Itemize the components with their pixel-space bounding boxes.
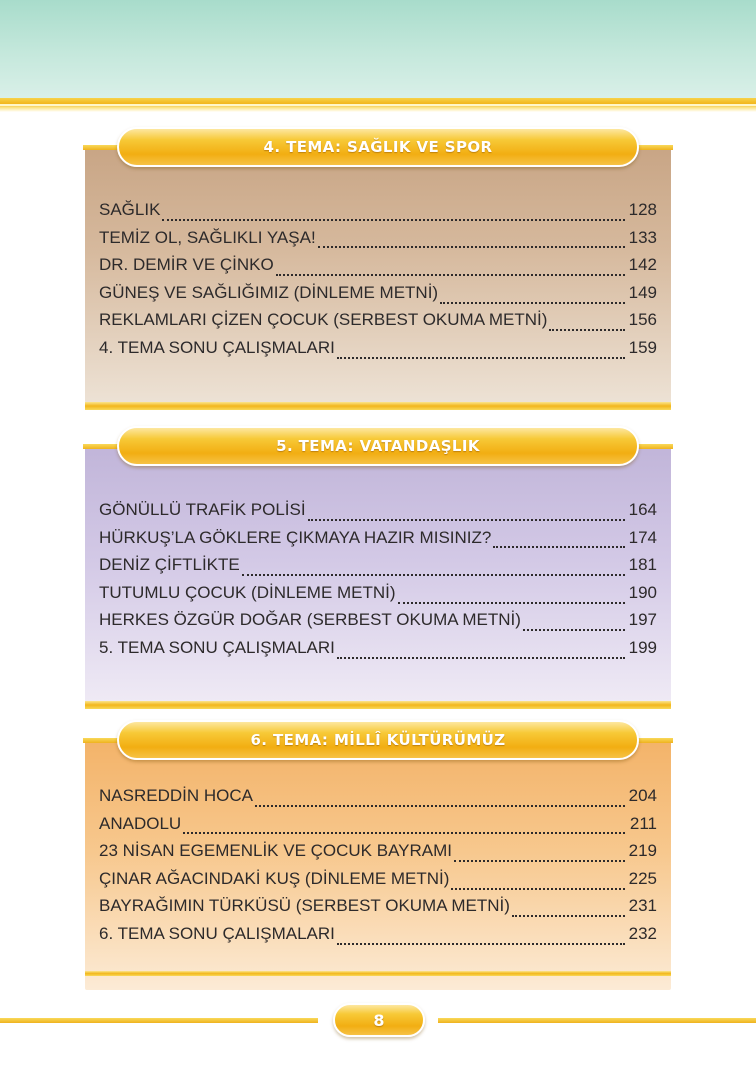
toc-list [99, 500, 657, 666]
toc-entry-title: 4. TEMA SONU ÇALIŞMALARI [99, 337, 335, 357]
section-divider [85, 402, 671, 410]
dot-leader [493, 544, 625, 548]
dot-leader [398, 600, 625, 604]
page-number: 8 [373, 1010, 385, 1030]
toc-entry-title: ÇINAR AĞACINDAKİ KUŞ (DİNLEME METNİ) [99, 868, 450, 888]
toc-entry-title: 23 NİSAN EGEMENLİK VE ÇOCUK BAYRAMI [99, 841, 452, 861]
page-number-badge [333, 1003, 425, 1037]
toc-entry[interactable] [99, 869, 657, 897]
toc-list [99, 786, 657, 952]
toc-entry-page: 164 [628, 500, 657, 519]
toc-entry[interactable] [99, 228, 657, 256]
dot-leader [454, 858, 625, 862]
toc-entry[interactable] [99, 528, 657, 556]
toc-entry-page: 204 [628, 786, 657, 805]
footer-rule-left [0, 1018, 318, 1023]
toc-entry[interactable] [99, 200, 657, 228]
toc-entry-title: HERKES ÖZGÜR DOĞAR (SERBEST OKUMA METNİ) [99, 610, 521, 630]
toc-entry-title: 6. TEMA SONU ÇALIŞMALARI [99, 923, 335, 943]
theme-heading: 6. TEMA: MİLLÎ KÜLTÜRÜMÜZ [250, 731, 506, 749]
toc-entry[interactable] [99, 924, 657, 952]
dot-leader [337, 355, 625, 359]
dot-leader [440, 300, 625, 304]
theme-heading-pill [117, 426, 639, 466]
header-stripe [0, 98, 756, 112]
toc-entry[interactable] [99, 500, 657, 528]
header-band [0, 0, 756, 98]
toc-entry-title: DR. DEMİR VE ÇİNKO [99, 255, 274, 275]
toc-entry-title: GÜNEŞ VE SAĞLIĞIMIZ (DİNLEME METNİ) [99, 282, 439, 302]
theme-section-4 [85, 127, 671, 403]
toc-entry-page: 174 [628, 527, 657, 547]
toc-entry[interactable] [99, 841, 657, 869]
toc-entry-page: 133 [628, 227, 657, 247]
toc-entry[interactable] [99, 786, 657, 814]
toc-entry[interactable] [99, 583, 657, 611]
toc-entry-page: 232 [628, 923, 657, 943]
toc-entry-page: 219 [628, 841, 657, 861]
dot-leader [242, 572, 625, 576]
dot-leader [337, 655, 625, 659]
toc-entry-page: 142 [628, 255, 657, 275]
toc-entry-title: 5. TEMA SONU ÇALIŞMALARI [99, 637, 335, 657]
dot-leader [318, 244, 625, 248]
dot-leader [162, 217, 625, 221]
toc-entry[interactable] [99, 555, 657, 583]
toc-entry[interactable] [99, 338, 657, 366]
toc-entry[interactable] [99, 896, 657, 924]
toc-entry[interactable] [99, 610, 657, 638]
footer-rule-right [438, 1018, 756, 1023]
theme-heading-pill [117, 127, 639, 167]
toc-entry-title: TEMİZ OL, SAĞLIKLI YAŞA! [99, 227, 316, 247]
toc-entry[interactable] [99, 814, 657, 842]
toc-entry[interactable] [99, 638, 657, 666]
toc-entry-page: 128 [628, 200, 657, 219]
toc-entry-page: 190 [628, 582, 657, 602]
dot-leader [337, 941, 625, 945]
theme-heading: 5. TEMA: VATANDAŞLIK [276, 437, 480, 455]
toc-entry-page: 197 [628, 610, 657, 630]
toc-entry-title: REKLAMLARI ÇİZEN ÇOCUK (SERBEST OKUMA METNİ) [99, 310, 548, 330]
section-divider [85, 701, 671, 709]
toc-entry-title: TUTUMLU ÇOCUK (DİNLEME METNİ) [99, 582, 396, 602]
dot-leader [523, 627, 625, 631]
toc-entry-page: 181 [628, 555, 657, 575]
toc-entry-title: ANADOLU [99, 813, 182, 833]
toc-entry-page: 159 [628, 337, 657, 357]
toc-entry-page: 211 [629, 813, 657, 833]
dot-leader [308, 517, 625, 521]
toc-entry-page: 149 [628, 282, 657, 302]
toc-entry-page: 231 [628, 896, 657, 916]
toc-entry-title: HÜRKUŞ’LA GÖKLERE ÇIKMAYA HAZIR MISINIZ? [99, 527, 492, 547]
toc-entry-page: 199 [628, 637, 657, 657]
toc-entry-title: GÖNÜLLÜ TRAFİK POLİSİ [99, 500, 306, 519]
dot-leader [276, 272, 625, 276]
toc-entry[interactable] [99, 255, 657, 283]
toc-entry[interactable] [99, 283, 657, 311]
toc-entry-title: NASREDDİN HOCA [99, 786, 253, 805]
dot-leader [451, 886, 625, 890]
dot-leader [512, 913, 625, 917]
theme-section-6 [85, 720, 671, 972]
dot-leader [549, 327, 625, 331]
theme-heading-pill [117, 720, 639, 760]
toc-list [99, 200, 657, 366]
theme-heading: 4. TEMA: SAĞLIK VE SPOR [263, 138, 493, 156]
toc-entry-title: SAĞLIK [99, 200, 161, 219]
dot-leader [255, 803, 625, 807]
theme-section-5 [85, 426, 671, 702]
toc-entry-page: 225 [628, 868, 657, 888]
dot-leader [183, 830, 625, 834]
toc-entry-title: BAYRAĞIMIN TÜRKÜSÜ (SERBEST OKUMA METNİ) [99, 896, 510, 916]
toc-entry[interactable] [99, 310, 657, 338]
toc-entry-page: 156 [628, 310, 657, 330]
toc-entry-title: DENİZ ÇİFTLİKTE [99, 555, 240, 575]
section-divider [85, 971, 671, 976]
